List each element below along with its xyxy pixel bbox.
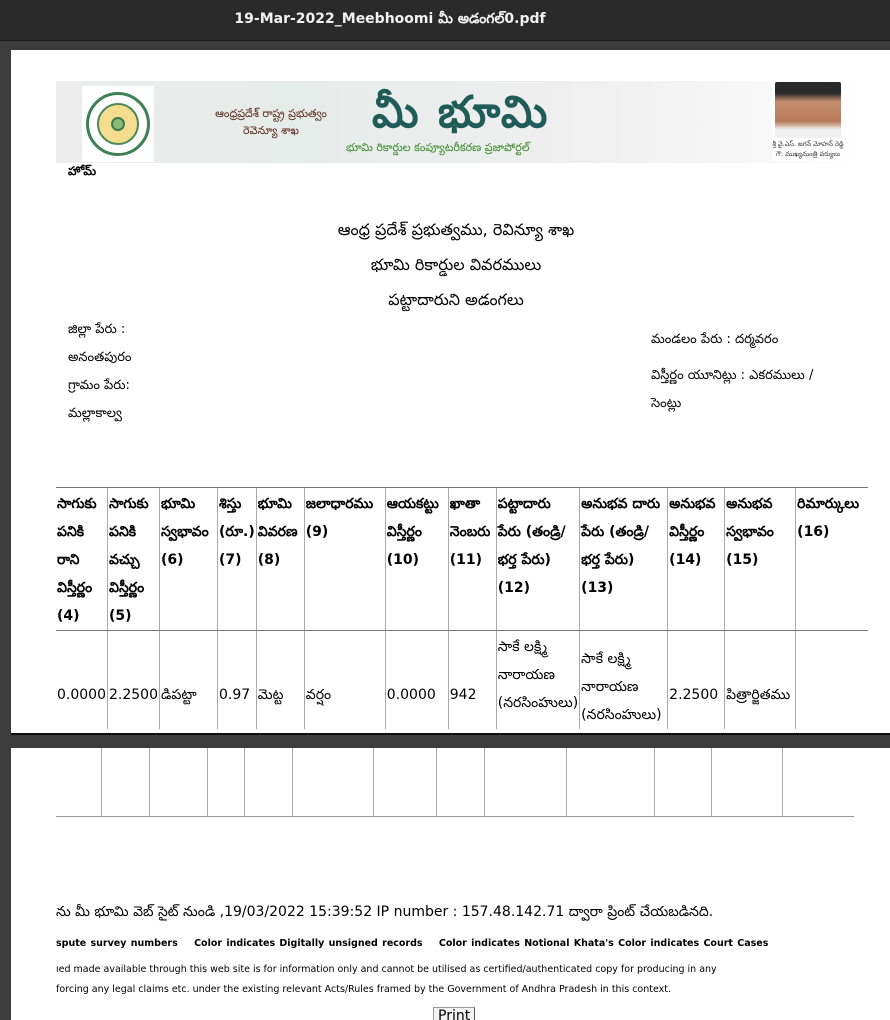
- col-header: అనుభవ విస్తీర్ణం (14): [668, 488, 725, 631]
- cell-uncultivable-extent: 0.0000: [57, 687, 106, 703]
- legend-dispute: spute survey numbers: [56, 938, 178, 949]
- cell-enjoyment-extent: 2.2500: [668, 631, 725, 730]
- cell-khata-number: 942: [448, 631, 496, 730]
- cell-cultivable-extent: 2.2500: [108, 631, 160, 730]
- adangal-table-continued: [56, 748, 854, 817]
- legend-unsigned: Color indicates Digitally unsigned records: [194, 938, 423, 949]
- document-heading: [56, 212, 856, 317]
- ap-government-emblem-icon: [82, 86, 154, 162]
- cell-pattadar-name: సాకే లక్ష్మి నారాయణ (నరసింహులు): [496, 631, 579, 730]
- col-header: సాగుకు పనికి రాని విస్తీర్ణం (4): [56, 488, 108, 631]
- table-row: [56, 631, 868, 730]
- units-line-1: విస్తీర్ణం యూనిట్లు : ఎకరములు /: [651, 368, 814, 383]
- district-label: జిల్లా పేరు :: [68, 322, 126, 337]
- location-meta-right: [651, 326, 813, 418]
- chief-minister-photo: [772, 82, 844, 161]
- cell-empty: [244, 748, 292, 816]
- home-link[interactable]: హోమ్: [68, 164, 97, 178]
- units-line-2: సెంట్లు: [651, 396, 682, 411]
- cell-remarks: [796, 631, 868, 730]
- portrait-image: [775, 82, 841, 138]
- cell-empty: [654, 748, 711, 816]
- pdf-page-2: [11, 748, 890, 1020]
- dept-line-1: ఆంధ్రప్రదేశ్ రాష్ట్ర ప్రభుత్వం: [215, 107, 327, 120]
- disclaimer-line-1: ıed made available through this web site is for information only and cannot be utilised as certified/authenticated copy for producing in any: [56, 964, 717, 975]
- cell-empty: [711, 748, 782, 816]
- heading-line-2: భూమి రికార్డుల వివరములు: [370, 255, 542, 274]
- department-label: [196, 105, 346, 139]
- cell-empty: [782, 748, 854, 816]
- table-row-continued: [56, 748, 854, 816]
- col-header: అనుభవ స్వభావం (15): [725, 488, 796, 631]
- cell-empty: [292, 748, 373, 816]
- col-header: అనుభవ దారు పేరు (తండ్రి/భర్త పేరు) (13): [580, 488, 668, 631]
- cell-empty: [436, 748, 484, 816]
- cell-enjoyment-nature: పిత్రార్జితము: [725, 631, 796, 730]
- cell-land-classification: మెట్ట: [256, 631, 304, 730]
- village-value: మల్లాకాల్వ: [68, 406, 122, 421]
- mandal-name: మండలం పేరు : దర్మవరం: [651, 332, 779, 347]
- meebhoomi-logo: మీ భూమి: [372, 87, 550, 138]
- col-header: రిమార్కులు (16): [796, 488, 868, 631]
- location-meta-left: [68, 316, 132, 428]
- col-header: ఖాతా నెంబరు (11): [448, 488, 496, 631]
- cell-water-source: వర్షం: [304, 631, 385, 730]
- cell-enjoyer-name: సాకే లక్ష్మి నారాయణ (నరసింహులు): [580, 631, 668, 730]
- cell-empty: [101, 748, 149, 816]
- col-header: భూమి స్వభావం (6): [160, 488, 218, 631]
- col-header: శిస్తు (రూ.) (7): [218, 488, 257, 631]
- cell-ayacut-extent: 0.0000: [385, 631, 448, 730]
- col-header: సాగుకు పనికి వచ్చు విస్తీర్ణం (5): [108, 488, 160, 631]
- dept-line-2: రెవెన్యూ శాఖ: [243, 124, 299, 137]
- district-value: అనంతపురం: [68, 350, 132, 365]
- logo-subtitle: భూమి రికార్డుల కంప్యూటరీకరణ ప్రజాపోర్టల్: [346, 141, 530, 154]
- heading-line-3: పట్టాదారుని అడంగలు: [388, 290, 524, 309]
- col-header: జలాధారము (9): [304, 488, 385, 631]
- cm-caption-line-2: గౌ. ముఖ్యమంత్రి వర్యులు: [775, 150, 841, 158]
- col-header: ఆయకట్టు విస్తీర్ణం (10): [385, 488, 448, 631]
- heading-line-1: ఆంధ్ర ప్రదేశ్ ప్రభుత్వము, రెవిన్యూ శాఖ: [337, 220, 575, 239]
- color-legend: [56, 938, 780, 949]
- table-header-row: [56, 488, 868, 631]
- cell-empty: [56, 748, 101, 816]
- disclaimer: [56, 960, 717, 1000]
- cell-empty: [566, 748, 654, 816]
- print-button[interactable]: Print: [433, 1007, 475, 1020]
- pdf-page-1: [11, 50, 890, 735]
- cell-tax: 0.97: [218, 631, 257, 730]
- cell-empty: [149, 748, 207, 816]
- pdf-title-bar: [0, 0, 890, 41]
- col-header: భూమి వివరణ (8): [256, 488, 304, 631]
- cm-caption-line-1: శ్రీ వై.ఎస్. జగన్ మోహన్ రెడ్డి: [772, 140, 844, 148]
- cell-empty: [207, 748, 244, 816]
- col-header: పట్టాదారు పేరు (తండ్రి/భర్త పేరు) (12): [496, 488, 579, 631]
- meebhoomi-banner: [56, 81, 856, 163]
- adangal-table: [56, 487, 868, 729]
- print-info: ను మీ భూమి వెబ్ సైట్ నుండి ,19/03/2022 15:39:52 IP number : 157.48.142.71 ద్వారా ప్రింట్ చేయబడినది.: [56, 904, 714, 920]
- cell-land-nature: డిపట్టా: [160, 631, 218, 730]
- village-label: గ్రామం పేరు:: [68, 378, 130, 393]
- cell-empty: [484, 748, 566, 816]
- cm-caption: [772, 139, 844, 159]
- cell-empty: [373, 748, 436, 816]
- document-title: 19-Mar-2022_Meebhoomi మీ అడంగల్0.pdf: [234, 10, 546, 27]
- disclaimer-line-2: forcing any legal claims etc. under the existing relevant Acts/Rules framed by the Government of Andhra Pradesh in this context.: [56, 984, 672, 995]
- legend-notional-court: Color indicates Notional Khata's Color indicates Court Cases: [438, 938, 769, 949]
